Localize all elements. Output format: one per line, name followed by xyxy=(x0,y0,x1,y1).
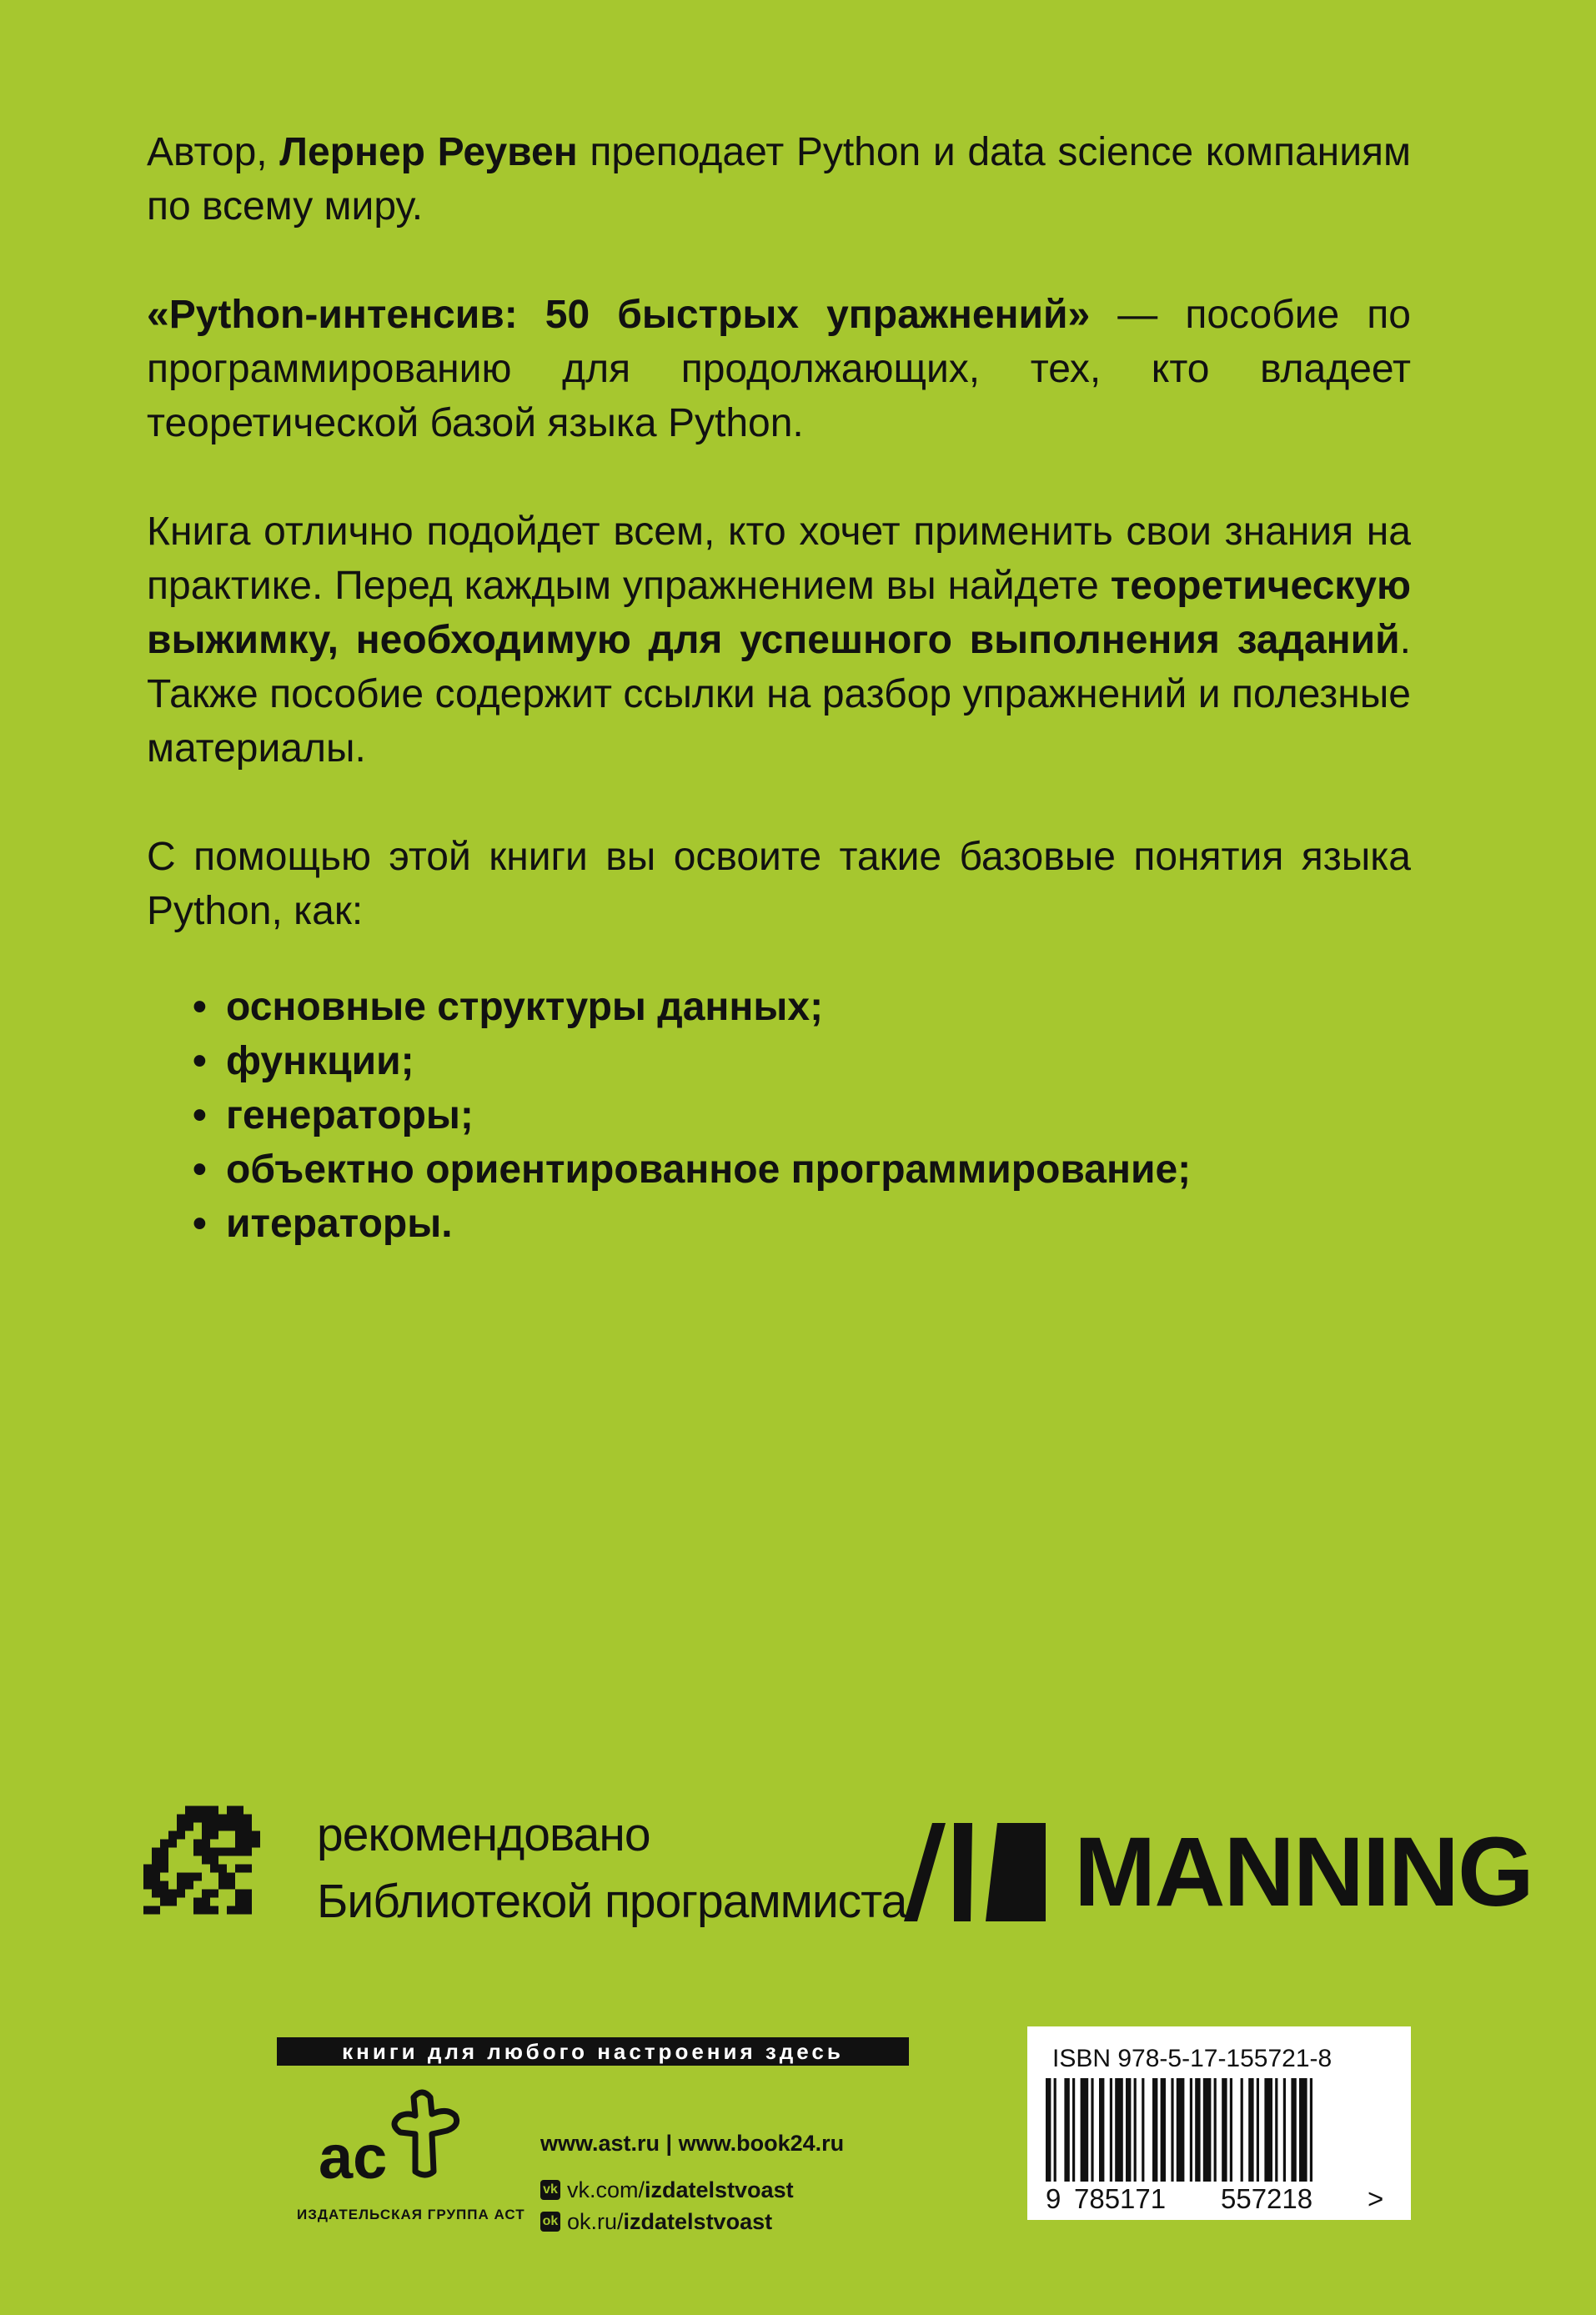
manning-mark-icon xyxy=(904,1823,1046,1921)
list-item: • функции; xyxy=(226,1034,1411,1088)
barcode-bar xyxy=(1161,2078,1166,2182)
book-paragraph: «Python-интенсив: 50 быстрых упражнений» — пособие по программированию для продолжающих, тех, кто владеет теоретической базой языка Python. xyxy=(147,293,1411,445)
barcode-bar xyxy=(1115,2078,1123,2182)
barcode-bar xyxy=(1152,2078,1157,2182)
barcode-bar xyxy=(1134,2078,1137,2182)
manning-logo xyxy=(904,1817,1533,1927)
barcode-bar xyxy=(1091,2078,1093,2182)
barcode-bar xyxy=(1171,2078,1173,2182)
barcode-bar xyxy=(1275,2078,1277,2182)
barcode-bar xyxy=(1046,2078,1051,2182)
barcode-bar xyxy=(1264,2078,1272,2182)
barcode-bar xyxy=(1126,2078,1131,2182)
list-item: • генераторы; xyxy=(226,1088,1411,1142)
barcode-bar xyxy=(1081,2078,1089,2182)
barcode-bar xyxy=(1241,2078,1243,2182)
list-item: • итераторы. xyxy=(226,1197,1411,1251)
barcode-bar xyxy=(1299,2078,1307,2182)
ok-icon: ok xyxy=(540,2212,560,2232)
barcode-bar xyxy=(1257,2078,1259,2182)
isbn-number: ISBN 978-5-17-155721-8 xyxy=(1052,2045,1333,2072)
barcode-bar xyxy=(1230,2078,1232,2182)
library-pixel-logo-icon xyxy=(143,1805,260,1924)
ast-caption: ИЗДАТЕЛЬСКАЯ ГРУППА АСТ xyxy=(297,2207,525,2222)
barcode-bar xyxy=(1054,2078,1056,2182)
description-text xyxy=(147,125,1411,1251)
vk-link[interactable]: vk vk.com/ izdatelstvoast xyxy=(540,2174,844,2206)
recommendation-text: рекомендовано Библиотекой программиста xyxy=(317,1808,907,1928)
barcode-bar xyxy=(1291,2078,1296,2182)
barcode-digits: 9 785171 557218 > xyxy=(1046,2183,1384,2214)
barcode-bar xyxy=(1214,2078,1217,2182)
barcode-bar xyxy=(1203,2078,1212,2182)
barcode-bar xyxy=(1110,2078,1112,2182)
isbn-barcode-block xyxy=(1027,2026,1411,2220)
ok-link[interactable]: ok ok.ru/ izdatelstvoast xyxy=(540,2206,844,2237)
barcode-bar xyxy=(1142,2078,1144,2182)
svg-text:ac: ac xyxy=(319,2122,388,2189)
barcode-bar xyxy=(1099,2078,1104,2182)
barcode-bar xyxy=(1072,2078,1075,2182)
barcode-bar xyxy=(1195,2078,1200,2182)
tagline-banner: книги для любого настроения здесь xyxy=(277,2037,909,2066)
barcode-bar xyxy=(1283,2078,1286,2182)
audience-paragraph: Книга отлично подойдет всем, кто хочет применить свои знания на практике. Перед каждым упражнением вы найдете теоретическую выжимку, необходимую для успешного выполнения заданий. Также пособие содержит ссылки на разбор упражнений и полезные материалы. xyxy=(147,510,1411,771)
barcode-bar xyxy=(1177,2078,1185,2182)
author-name: Лернер Реувен xyxy=(279,130,578,174)
barcode-bar xyxy=(1222,2078,1227,2182)
barcode-bar xyxy=(1064,2078,1069,2182)
vk-icon: vk xyxy=(540,2180,560,2200)
barcode-bar xyxy=(1190,2078,1192,2182)
publisher-links xyxy=(540,2127,844,2237)
topics-intro: С помощью этой книги вы освоите такие базовые понятия языка Python, как: xyxy=(147,835,1411,933)
barcode-icon xyxy=(1046,2078,1393,2182)
ast-logo-icon xyxy=(314,2085,480,2189)
barcode-bar xyxy=(1248,2078,1253,2182)
book-title: «Python-интенсив: 50 быстрых упражнений» xyxy=(147,293,1091,337)
manning-wordmark: MANNING xyxy=(1074,1817,1533,1927)
list-item: • основные структуры данных; xyxy=(226,980,1411,1034)
list-item: • объектно ориентированное программирование; xyxy=(226,1142,1411,1197)
author-paragraph: Автор, Лернер Реувен преподает Python и data science компаниям по всему миру. xyxy=(147,130,1411,228)
barcode-bar xyxy=(1310,2078,1312,2182)
web-links[interactable]: www.ast.ru | www.book24.ru xyxy=(540,2131,845,2156)
topics-list xyxy=(147,980,1411,1251)
